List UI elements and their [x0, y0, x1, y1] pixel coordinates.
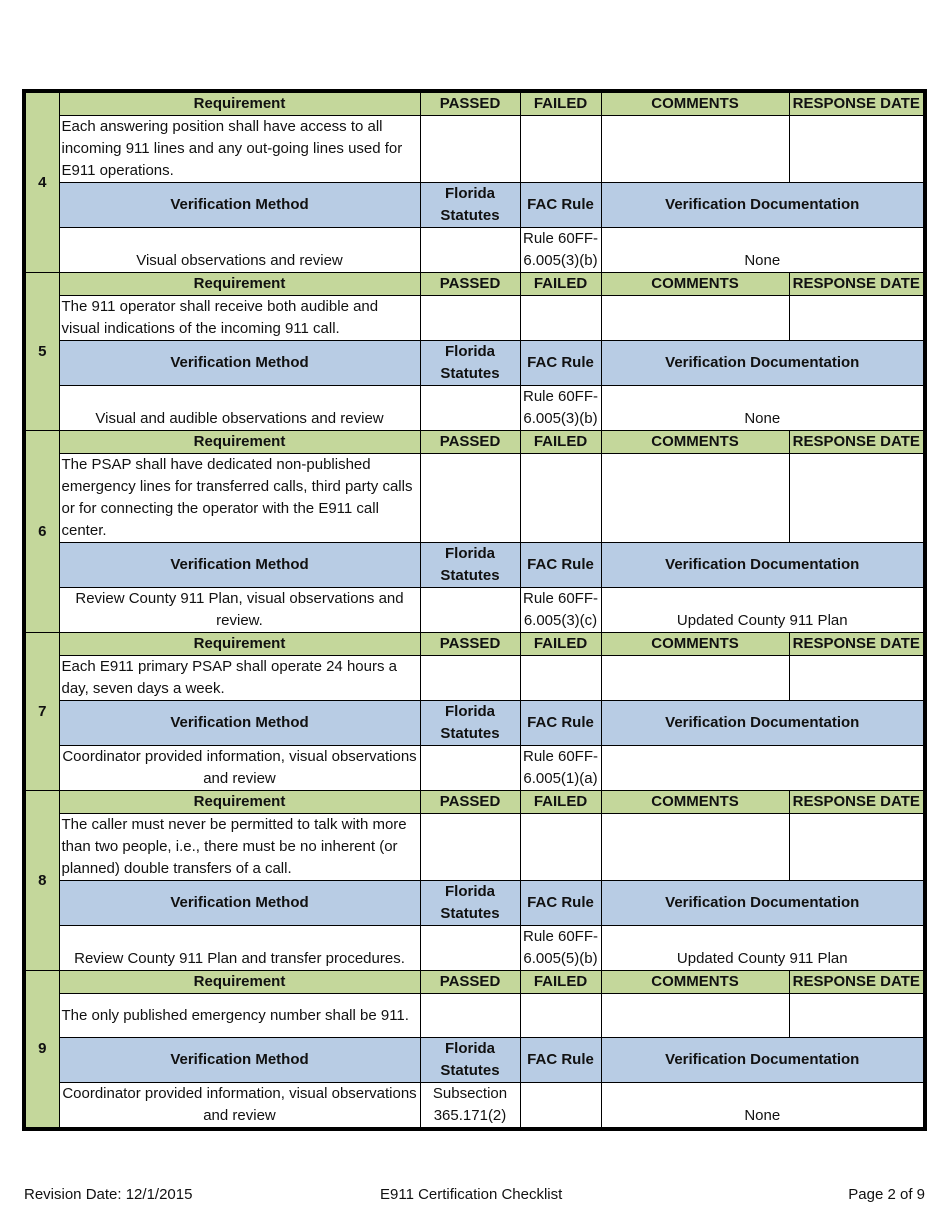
florida-statutes [420, 228, 520, 273]
comments-cell[interactable] [601, 656, 789, 701]
verification-header-row [24, 341, 925, 386]
verification-documentation: None [601, 1083, 925, 1130]
verification-method: Coordinator provided information, visual observations and review [59, 1083, 420, 1130]
footer-page-number: Page 2 of 9 [848, 1186, 925, 1203]
requirement-row [24, 994, 925, 1038]
footer-revision-date: Revision Date: 12/1/2015 [24, 1186, 193, 1203]
requirement-row [24, 116, 925, 183]
response-date-header: RESPONSE DATE [789, 791, 925, 814]
passed-cell[interactable] [420, 994, 520, 1038]
florida-statutes [420, 746, 520, 791]
comments-cell[interactable] [601, 116, 789, 183]
verification-documentation-header: Verification Documentation [601, 341, 925, 386]
failed-header: FAILED [520, 273, 601, 296]
failed-header: FAILED [520, 431, 601, 454]
response-date-header: RESPONSE DATE [789, 91, 925, 116]
passed-cell[interactable] [420, 116, 520, 183]
verification-documentation [601, 746, 925, 791]
verification-row [24, 588, 925, 633]
requirement-header-row [24, 91, 925, 116]
section-number: 5 [24, 273, 59, 431]
passed-header: PASSED [420, 273, 520, 296]
section-number: 6 [24, 431, 59, 633]
comments-header: COMMENTS [601, 273, 789, 296]
fac-rule-header: FAC Rule [520, 701, 601, 746]
florida-statutes [420, 588, 520, 633]
requirement-header: Requirement [59, 971, 420, 994]
comments-header: COMMENTS [601, 431, 789, 454]
requirement-header: Requirement [59, 91, 420, 116]
comments-header: COMMENTS [601, 971, 789, 994]
requirement-row [24, 454, 925, 543]
florida-statutes-header: Florida Statutes [420, 881, 520, 926]
response-date-header: RESPONSE DATE [789, 633, 925, 656]
requirement-header: Requirement [59, 273, 420, 296]
comments-header: COMMENTS [601, 633, 789, 656]
passed-cell[interactable] [420, 296, 520, 341]
footer-title: E911 Certification Checklist [380, 1186, 563, 1203]
verification-documentation-header: Verification Documentation [601, 701, 925, 746]
section-number: 9 [24, 971, 59, 1130]
requirement-header-row [24, 791, 925, 814]
verification-method: Review County 911 Plan and transfer procedures. [59, 926, 420, 971]
failed-cell[interactable] [520, 116, 601, 183]
response-date-header: RESPONSE DATE [789, 273, 925, 296]
failed-header: FAILED [520, 633, 601, 656]
response-date-header: RESPONSE DATE [789, 971, 925, 994]
verification-method-header: Verification Method [59, 183, 420, 228]
requirement-header: Requirement [59, 791, 420, 814]
response-date-cell[interactable] [789, 814, 925, 881]
response-date-header: RESPONSE DATE [789, 431, 925, 454]
verification-header-row [24, 1038, 925, 1083]
requirement-text: Each answering position shall have access to all incoming 911 lines and any out-going lines used for E911 operations. [59, 116, 420, 183]
fac-rule: Rule 60FF- 6.005(3)(b) [520, 386, 601, 431]
florida-statutes-header: Florida Statutes [420, 1038, 520, 1083]
verification-method: Visual observations and review [59, 228, 420, 273]
fac-rule-header: FAC Rule [520, 1038, 601, 1083]
response-date-cell[interactable] [789, 656, 925, 701]
florida-statutes-header: Florida Statutes [420, 183, 520, 228]
failed-cell[interactable] [520, 296, 601, 341]
comments-cell[interactable] [601, 296, 789, 341]
failed-header: FAILED [520, 91, 601, 116]
failed-cell[interactable] [520, 814, 601, 881]
verification-row [24, 746, 925, 791]
verification-documentation-header: Verification Documentation [601, 183, 925, 228]
fac-rule [520, 1083, 601, 1130]
failed-cell[interactable] [520, 656, 601, 701]
verification-documentation: None [601, 386, 925, 431]
comments-header: COMMENTS [601, 91, 789, 116]
florida-statutes [420, 386, 520, 431]
fac-rule-header: FAC Rule [520, 183, 601, 228]
verification-row [24, 228, 925, 273]
verification-header-row [24, 701, 925, 746]
fac-rule: Rule 60FF- 6.005(5)(b) [520, 926, 601, 971]
requirement-text: The PSAP shall have dedicated non-published emergency lines for transferred calls, third party calls or for connecting the operator with the E911 call center. [59, 454, 420, 543]
verification-method-header: Verification Method [59, 881, 420, 926]
passed-cell[interactable] [420, 656, 520, 701]
comments-cell[interactable] [601, 814, 789, 881]
response-date-cell[interactable] [789, 296, 925, 341]
verification-documentation-header: Verification Documentation [601, 1038, 925, 1083]
verification-row [24, 926, 925, 971]
fac-rule-header: FAC Rule [520, 543, 601, 588]
passed-header: PASSED [420, 633, 520, 656]
fac-rule: Rule 60FF- 6.005(3)(c) [520, 588, 601, 633]
requirement-header-row [24, 971, 925, 994]
failed-header: FAILED [520, 971, 601, 994]
checklist-table [22, 89, 927, 1131]
requirement-text: Each E911 primary PSAP shall operate 24 hours a day, seven days a week. [59, 656, 420, 701]
fac-rule-header: FAC Rule [520, 881, 601, 926]
comments-header: COMMENTS [601, 791, 789, 814]
fac-rule: Rule 60FF- 6.005(3)(b) [520, 228, 601, 273]
requirement-header-row [24, 633, 925, 656]
failed-cell[interactable] [520, 454, 601, 543]
response-date-cell[interactable] [789, 994, 925, 1038]
requirement-header-row [24, 431, 925, 454]
section-number: 7 [24, 633, 59, 791]
verification-header-row [24, 543, 925, 588]
florida-statutes-header: Florida Statutes [420, 701, 520, 746]
requirement-text: The caller must never be permitted to talk with more than two people, i.e., there must be no inherent (or planned) double transfers of a call. [59, 814, 420, 881]
verification-documentation: None [601, 228, 925, 273]
passed-header: PASSED [420, 91, 520, 116]
response-date-cell[interactable] [789, 454, 925, 543]
requirement-row [24, 296, 925, 341]
florida-statutes-header: Florida Statutes [420, 341, 520, 386]
florida-statutes-header: Florida Statutes [420, 543, 520, 588]
verification-documentation: Updated County 911 Plan [601, 588, 925, 633]
passed-header: PASSED [420, 791, 520, 814]
verification-row [24, 1083, 925, 1130]
requirement-row [24, 814, 925, 881]
section-number: 4 [24, 91, 59, 273]
verification-header-row [24, 881, 925, 926]
florida-statutes: Subsection 365.171(2) [420, 1083, 520, 1130]
fac-rule-header: FAC Rule [520, 341, 601, 386]
verification-row [24, 386, 925, 431]
verification-documentation-header: Verification Documentation [601, 543, 925, 588]
verification-method-header: Verification Method [59, 701, 420, 746]
requirement-row [24, 656, 925, 701]
response-date-cell[interactable] [789, 116, 925, 183]
passed-cell[interactable] [420, 454, 520, 543]
section-number: 8 [24, 791, 59, 971]
verification-documentation: Updated County 911 Plan [601, 926, 925, 971]
verification-method: Visual and audible observations and review [59, 386, 420, 431]
verification-method: Coordinator provided information, visual observations and review [59, 746, 420, 791]
verification-method-header: Verification Method [59, 543, 420, 588]
failed-header: FAILED [520, 791, 601, 814]
comments-cell[interactable] [601, 994, 789, 1038]
requirement-text: The 911 operator shall receive both audible and visual indications of the incoming 911 call. [59, 296, 420, 341]
verification-method-header: Verification Method [59, 1038, 420, 1083]
fac-rule: Rule 60FF- 6.005(1)(a) [520, 746, 601, 791]
requirement-header-row [24, 273, 925, 296]
requirement-text: The only published emergency number shall be 911. [59, 994, 420, 1038]
florida-statutes [420, 926, 520, 971]
verification-documentation-header: Verification Documentation [601, 881, 925, 926]
verification-header-row [24, 183, 925, 228]
passed-header: PASSED [420, 431, 520, 454]
failed-cell[interactable] [520, 994, 601, 1038]
passed-header: PASSED [420, 971, 520, 994]
passed-cell[interactable] [420, 814, 520, 881]
verification-method-header: Verification Method [59, 341, 420, 386]
verification-method: Review County 911 Plan, visual observations and review. [59, 588, 420, 633]
comments-cell[interactable] [601, 454, 789, 543]
requirement-header: Requirement [59, 633, 420, 656]
requirement-header: Requirement [59, 431, 420, 454]
